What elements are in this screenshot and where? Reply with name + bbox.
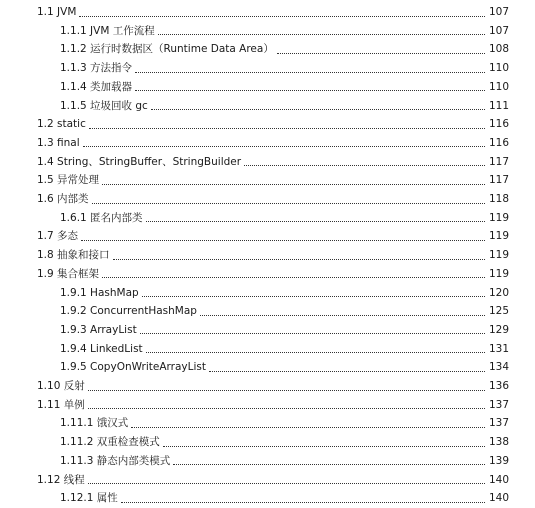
toc-entry[interactable] bbox=[60, 341, 509, 357]
toc-entry-page-number: 137 bbox=[488, 417, 509, 430]
toc-entry[interactable] bbox=[60, 490, 509, 506]
dot-leader bbox=[135, 90, 485, 91]
dot-leader bbox=[151, 109, 485, 110]
toc-entry[interactable] bbox=[60, 453, 509, 469]
toc-entry[interactable] bbox=[60, 434, 509, 450]
toc-entry-page-number: 118 bbox=[488, 193, 509, 205]
toc-entry-title: 1.2 static bbox=[37, 118, 86, 131]
toc-entry-page-number: 110 bbox=[488, 80, 509, 93]
dot-leader bbox=[163, 446, 485, 447]
toc-entry-page-number: 139 bbox=[488, 454, 509, 467]
toc-entry-title: 1.11 单例 bbox=[37, 398, 85, 411]
toc-entry-page-number: 119 bbox=[488, 230, 509, 243]
toc-entry-title: 1.1.5 垃圾回收 gc bbox=[60, 99, 148, 112]
dot-leader bbox=[102, 277, 485, 278]
dot-leader bbox=[244, 165, 485, 166]
toc-entry-page-number: 116 bbox=[488, 136, 509, 149]
toc-entry[interactable] bbox=[60, 60, 509, 76]
dot-leader bbox=[277, 53, 485, 54]
toc-entry-title: 1.7 多态 bbox=[37, 230, 79, 243]
toc-entry[interactable] bbox=[37, 154, 509, 170]
toc-entry[interactable] bbox=[60, 322, 509, 338]
toc-entry-page-number: 111 bbox=[488, 99, 509, 112]
toc-entry-page-number: 116 bbox=[488, 118, 509, 131]
dot-leader bbox=[146, 221, 485, 222]
toc-entry-title: 1.1.1 JVM 工作流程 bbox=[60, 24, 155, 37]
toc-entry[interactable] bbox=[37, 4, 509, 20]
toc-entry-title: 1.9.1 HashMap bbox=[60, 286, 139, 299]
dot-leader bbox=[88, 483, 485, 484]
toc-entry-title: 1.9.2 ConcurrentHashMap bbox=[60, 305, 197, 318]
toc-entry-title: 1.11.3 静态内部类模式 bbox=[60, 454, 171, 467]
toc-entry-title: 1.11.2 双重检查模式 bbox=[60, 436, 160, 449]
toc-entry-title: 1.1.2 运行时数据区（Runtime Data Area） bbox=[60, 43, 274, 56]
toc-entry-title: 1.8 抽象和接口 bbox=[37, 249, 110, 262]
toc-entry-page-number: 125 bbox=[488, 305, 509, 318]
dot-leader bbox=[79, 16, 485, 17]
dot-leader bbox=[88, 390, 485, 391]
dot-leader bbox=[158, 34, 485, 35]
toc-entry-title: 1.5 异常处理 bbox=[37, 174, 100, 187]
toc-entry-page-number: 108 bbox=[488, 43, 509, 56]
toc-entry[interactable] bbox=[60, 303, 509, 319]
toc-entry[interactable] bbox=[60, 415, 509, 431]
dot-leader bbox=[102, 184, 485, 185]
toc-entry[interactable] bbox=[60, 359, 509, 375]
dot-leader bbox=[92, 203, 485, 204]
dot-leader bbox=[131, 427, 485, 428]
dot-leader bbox=[135, 72, 485, 73]
dot-leader bbox=[173, 464, 485, 465]
toc-entry-title: 1.1.4 类加载器 bbox=[60, 80, 133, 93]
toc-entry-title: 1.9.5 CopyOnWriteArrayList bbox=[60, 361, 206, 374]
dot-leader bbox=[140, 333, 485, 334]
dot-leader bbox=[88, 408, 485, 409]
toc-entry-page-number: 119 bbox=[488, 249, 509, 262]
toc-entry-page-number: 107 bbox=[488, 24, 509, 37]
toc-entry-title: 1.12.1 属性 bbox=[60, 492, 118, 505]
dot-leader bbox=[83, 146, 485, 147]
toc-entry-page-number: 119 bbox=[488, 211, 509, 224]
toc-entry-title: 1.4 String、StringBuffer、StringBuilder bbox=[37, 155, 242, 168]
toc-entry[interactable] bbox=[37, 191, 509, 207]
dot-leader bbox=[81, 240, 485, 241]
dot-leader bbox=[89, 128, 485, 129]
toc-entry[interactable] bbox=[37, 397, 509, 413]
toc-entry-title: 1.12 线程 bbox=[37, 473, 85, 486]
toc-entry-page-number: 137 bbox=[488, 398, 509, 411]
toc-entry-page-number: 120 bbox=[488, 286, 509, 299]
toc-entry-page-number: 119 bbox=[488, 267, 509, 280]
dot-leader bbox=[200, 315, 485, 316]
dot-leader bbox=[146, 352, 485, 353]
toc-entry[interactable] bbox=[37, 378, 509, 394]
dot-leader bbox=[121, 502, 485, 503]
toc-entry[interactable] bbox=[37, 228, 509, 244]
toc-entry-title: 1.1.3 方法指令 bbox=[60, 62, 133, 75]
dot-leader bbox=[113, 259, 485, 260]
toc-entry-page-number: 117 bbox=[488, 155, 509, 168]
dot-leader bbox=[142, 296, 485, 297]
toc-entry[interactable] bbox=[37, 135, 509, 151]
toc-entry[interactable] bbox=[60, 41, 509, 57]
toc-entry-page-number: 110 bbox=[488, 62, 509, 75]
toc-entry[interactable] bbox=[37, 116, 509, 132]
toc-entry-page-number: 129 bbox=[488, 323, 509, 336]
toc-entry-title: 1.6 内部类 bbox=[37, 193, 89, 205]
toc-entry-page-number: 117 bbox=[488, 174, 509, 187]
toc-entry-page-number: 134 bbox=[488, 361, 509, 374]
toc-entry[interactable] bbox=[37, 172, 509, 188]
toc-entry-page-number: 136 bbox=[488, 380, 509, 392]
toc-entry-title: 1.6.1 匿名内部类 bbox=[60, 211, 143, 224]
toc-entry[interactable] bbox=[60, 210, 509, 226]
toc-entry[interactable] bbox=[37, 247, 509, 263]
toc-entry[interactable] bbox=[60, 285, 509, 301]
toc-entry-page-number: 131 bbox=[488, 342, 509, 355]
toc-entry-title: 1.11.1 饿汉式 bbox=[60, 417, 129, 430]
toc-entry-page-number: 107 bbox=[488, 6, 509, 18]
toc-entry-title: 1.9.4 LinkedList bbox=[60, 342, 143, 355]
toc-entry[interactable] bbox=[37, 266, 509, 282]
dot-leader bbox=[209, 371, 485, 372]
toc-entry-title: 1.10 反射 bbox=[37, 380, 85, 392]
toc-entry-page-number: 138 bbox=[488, 436, 509, 449]
toc-entry-title: 1.3 final bbox=[37, 136, 80, 149]
toc-entry-title: 1.9.3 ArrayList bbox=[60, 323, 137, 336]
toc-entry-page-number: 140 bbox=[488, 473, 509, 486]
toc-entry[interactable] bbox=[60, 79, 509, 95]
toc-entry-title: 1.9 集合框架 bbox=[37, 267, 100, 280]
toc-entry-page-number: 140 bbox=[488, 492, 509, 505]
toc-entry[interactable] bbox=[37, 472, 509, 488]
toc-entry-title: 1.1 JVM bbox=[37, 6, 77, 18]
toc-entry[interactable] bbox=[60, 98, 509, 114]
toc-entry[interactable] bbox=[60, 23, 509, 39]
